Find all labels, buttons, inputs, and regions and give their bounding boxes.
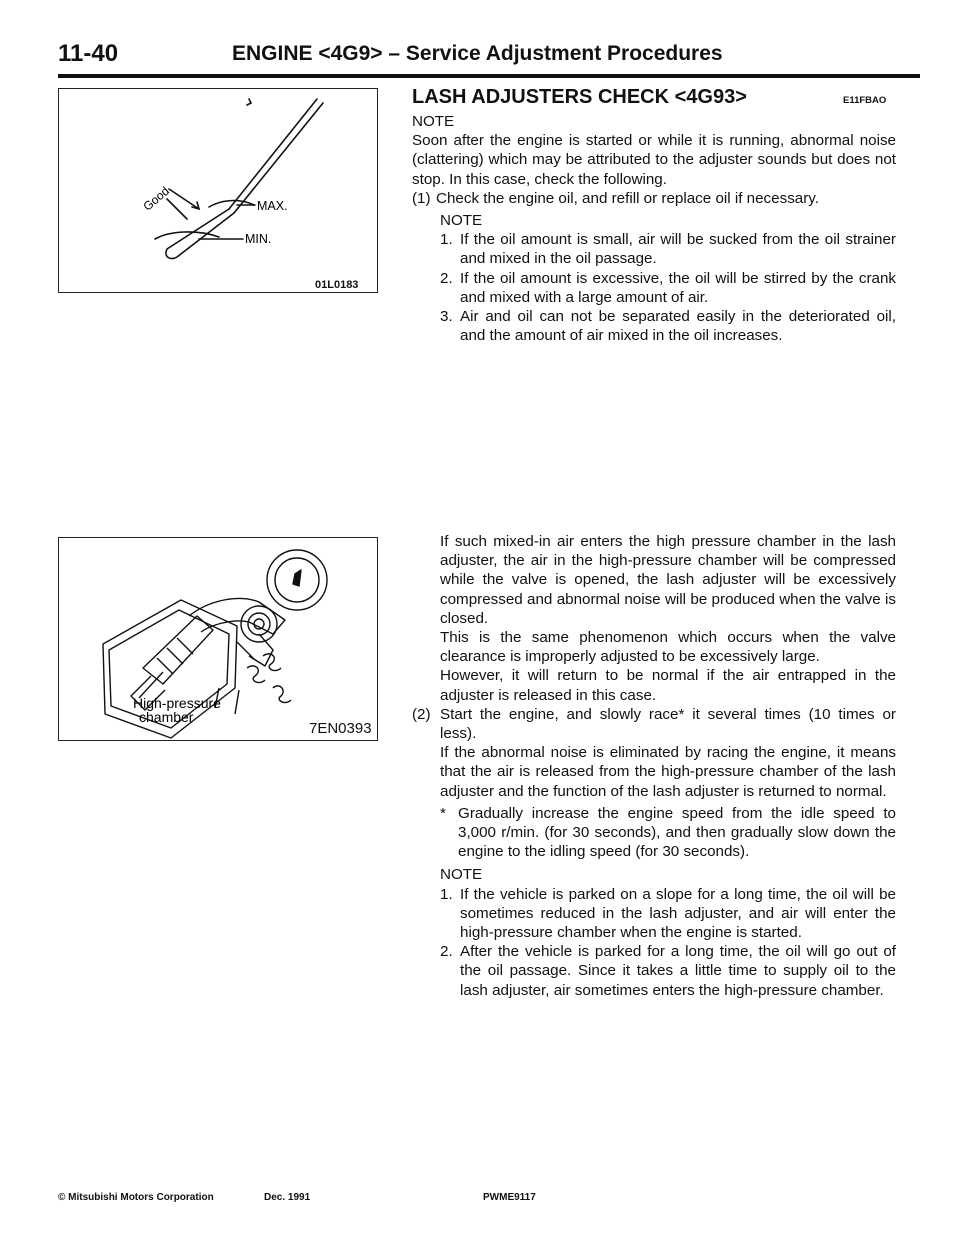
list-text: After the vehicle is parked for a long time, the oil will go out of the oil passage. Since it takes a little time to supply oil to the lash adjuster, air sometimes enters the high-pressure chamber. [460, 943, 896, 999]
asterisk-text: Gradually increase the engine speed from the idle speed to 3,000 r/min. (for 30 seconds), and then gradually slow down the engine to the idling speed (for 30 seconds). [458, 804, 896, 861]
figure-lash-adjuster [58, 537, 378, 741]
step-number: (1) [412, 189, 431, 207]
page-title: ENGINE <4G9> – Service Adjustment Procedures [232, 42, 723, 65]
list-text: If the vehicle is parked on a slope for a long time, the oil will be sometimes reduced in the lash adjuster, and air will enter the high-pressure chamber when the engine is started. [460, 885, 896, 942]
list-item [440, 307, 896, 345]
section-title: LASH ADJUSTERS CHECK <4G93> [412, 86, 747, 108]
note-paragraph: Soon after the engine is started or while it is running, abnormal noise (clattering) which may be attributed to the adjuster sounds but does not stop. In this case, check the following. [412, 132, 896, 188]
footer-doc-code: PWME9117 [483, 1192, 536, 1203]
asterisk-note [440, 804, 896, 862]
list-number: 1. [440, 885, 453, 903]
note-heading: NOTE [412, 113, 455, 130]
footer-date: Dec. 1991 [264, 1192, 311, 1203]
step-2-detail [412, 743, 896, 1000]
list-number: 1. [440, 231, 453, 249]
list-text: Air and oil can not be separated easily in the deteriorated oil, and the amount of air mixed in the oil increases. [460, 308, 896, 345]
step-number: (2) [412, 705, 431, 723]
header-rule [58, 74, 920, 78]
step-2 [412, 705, 896, 743]
text-block-1 [412, 112, 896, 345]
list-item [440, 230, 896, 268]
page-number: 11-40 [58, 40, 119, 67]
paragraph: This is the same phenomenon which occurs when the valve clearance is improperly adjusted to be excessively large. [440, 629, 896, 666]
step-text: Start the engine, and slowly race* it several times (10 times or less). [440, 705, 896, 743]
list-number: 3. [440, 308, 453, 326]
paragraph: However, it will return to be normal if the air entrapped in the adjuster is released in this case. [440, 667, 896, 704]
list-text: If the oil amount is small, air will be sucked from the oil strainer and mixed in the oil passage. [460, 231, 896, 268]
good-label: Good [140, 183, 172, 214]
paragraph: If such mixed-in air enters the high pressure chamber in the lash adjuster, the air in the high-pressure chamber will be compressed while the valve is opened, the lash adjuster will be excessively compressed and abnormal noise will be produced when the valve is closed. [440, 533, 896, 627]
max-label: MAX. [257, 199, 288, 213]
footer-copyright: © Mitsubishi Motors Corporation [58, 1192, 214, 1203]
list-number: 2. [440, 269, 453, 287]
continuation [412, 532, 896, 705]
text-block-2 [412, 532, 896, 1000]
sub-note [412, 211, 896, 345]
min-label: MIN. [245, 232, 272, 246]
step-1 [412, 189, 896, 208]
lash-adjuster-drawing [59, 538, 377, 740]
paragraph: If the abnormal noise is eliminated by racing the engine, it means that the air is released from the high-pressure chamber of the lash adjuster and the function of the lash adjuster is returned to normal. [440, 744, 896, 800]
list-item [440, 885, 896, 943]
list-text: If the oil amount is excessive, the oil will be stirred by the crank and mixed with a large amount of air. [460, 269, 896, 306]
dipstick-drawing [59, 89, 377, 292]
sub-note-heading: NOTE [440, 212, 483, 230]
step-text: Check the engine oil, and refill or replace oil if necessary. [436, 189, 819, 207]
chamber-label-line1: High-pressure [133, 695, 221, 711]
list-item [440, 942, 896, 1000]
figure-id: 7EN0393 [309, 720, 372, 737]
note-heading: NOTE [440, 866, 483, 884]
section-code: E11FBAO [843, 95, 887, 106]
figure-id: 01L0183 [315, 279, 359, 291]
figure-dipstick [58, 88, 378, 293]
list-number: 2. [440, 943, 453, 961]
asterisk-mark: * [440, 804, 446, 822]
list-item [440, 269, 896, 307]
chamber-label-line2: chamber [139, 709, 194, 725]
